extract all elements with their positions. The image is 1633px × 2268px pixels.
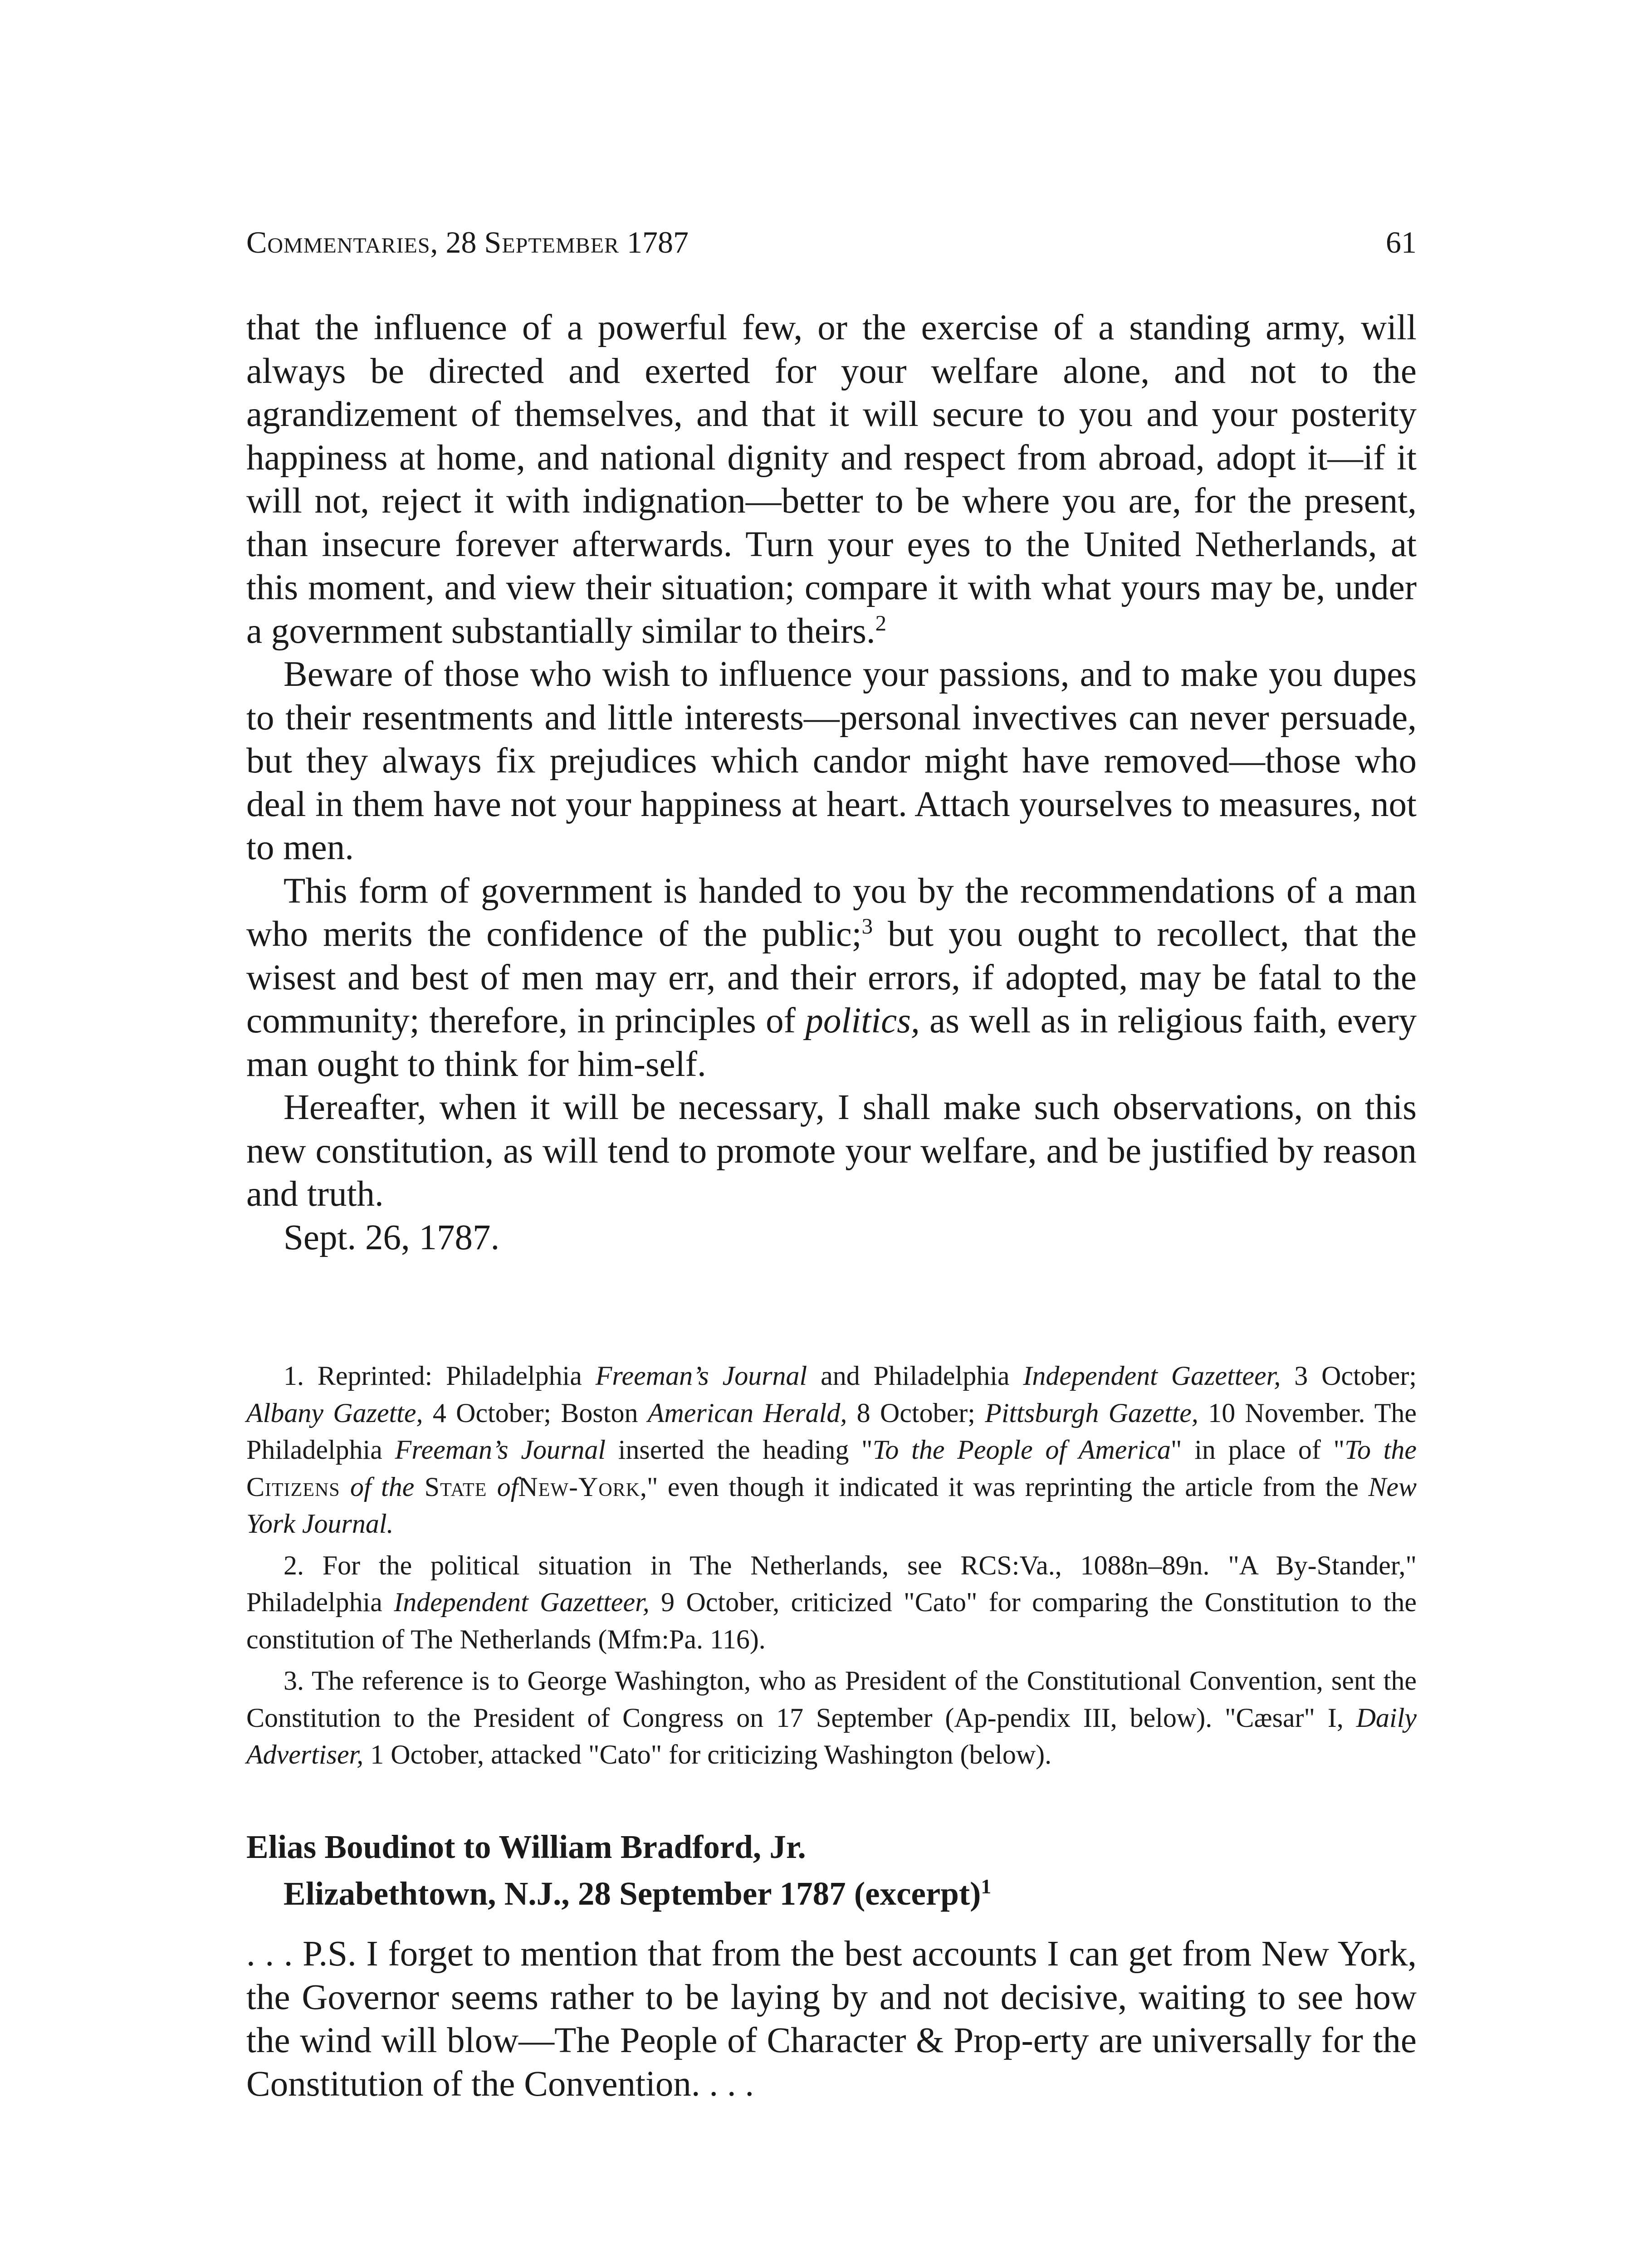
footnote: 3. The reference is to George Washington, who as President of the Constitutional Convention, sent the Constitution to the President of Congress on 17 September (Ap-pendix III, below). "Cæsar" I, Daily Advertiser, 1 October, attacked "Cato" for criticizing Washington (below). <box>246 1666 1417 1769</box>
heading-line: Elizabethtown, N.J., 28 September 1787 (excerpt)$^1$ <box>284 1875 992 1912</box>
document-heading <box>246 1823 1417 1917</box>
paragraph: This form of government is handed to you by the recommendations of a man who merits the confidence of the public;$^3$ but you ought to recollect, that the wisest and best of men may err, and their errors, if adopted, may be fatal to the community; therefore, in principles of politics, as well as in religious faith, every man ought to think for him-self. <box>246 871 1417 1084</box>
heading-line: Elias Boudinot to William Bradford, Jr. <box>246 1828 806 1865</box>
footnote-ref: 3 <box>861 914 873 939</box>
paragraph: Hereafter, when it will be necessary, I shall make such observations, on this new constitution, as will tend to promote your welfare, and be justified by reason and truth. <box>246 1088 1417 1214</box>
main-text <box>246 306 1417 1259</box>
footnotes <box>246 1358 1417 1774</box>
excerpt-text <box>246 1932 1417 2106</box>
paragraph: Beware of those who wish to influence your passions, and to make you dupes to their resentments and little interests—personal invectives can never persuade, but they always fix prejudices which candor might have removed—those who deal in them have not your happiness at heart. Attach yourselves to measures, not to men. <box>246 655 1417 867</box>
dateline: Sept. 26, 1787. <box>284 1217 500 1257</box>
footnote-ref: 1 <box>981 1875 992 1898</box>
footnote: 2. For the political situation in The Netherlands, see RCS:Va., 1088n–89n. "A By-Stander," Philadelphia Independent Gazetteer, 9 October, criticized "Cato" for comparing the Constitution to the constitution of The Netherlands (Mfm:Pa. 116). <box>246 1550 1417 1654</box>
paragraph: that the influence of a powerful few, or the exercise of a standing army, will always be directed and exerted for your welfare alone, and not to the agrandizement of themselves, and that it will secure to you and your posterity happiness at home, and national dignity and respect from abroad, adopt it—if it will not, reject it with indignation—better to be where you are, for the present, than insecure forever afterwards. Turn your eyes to the United Netherlands, at this moment, and view their situation; compare it with what yours may be, under a government substantially similar to theirs.$^2$ <box>246 308 1417 651</box>
running-header <box>246 215 1417 269</box>
paragraph: . . . P.S. I forget to mention that from the best accounts I can get from New York, the Governor seems rather to be laying by and not decisive, waiting to see how the wind will blow—The People of Character & Prop-erty are universally for the Constitution of the Convention. . . . <box>246 1934 1417 2104</box>
page-number: 61 <box>1386 225 1417 259</box>
footnote-ref: 2 <box>875 610 887 635</box>
running-title: Commentaries, 28 September 1787 <box>246 225 689 259</box>
footnote: 1. Reprinted: Philadelphia Freeman’s Journal and Philadelphia Independent Gazetteer, 3 October; Albany Gazette, 4 October; Boston American Herald, 8 October; Pittsburgh Gazette, 10 November. The Philadelphia Freeman’s Journal inserted the heading "To the People of America" in place of "To the Citizens of the State ofNew-York," even though it indicated it was reprinting the article from the New York Journal. <box>246 1361 1417 1539</box>
